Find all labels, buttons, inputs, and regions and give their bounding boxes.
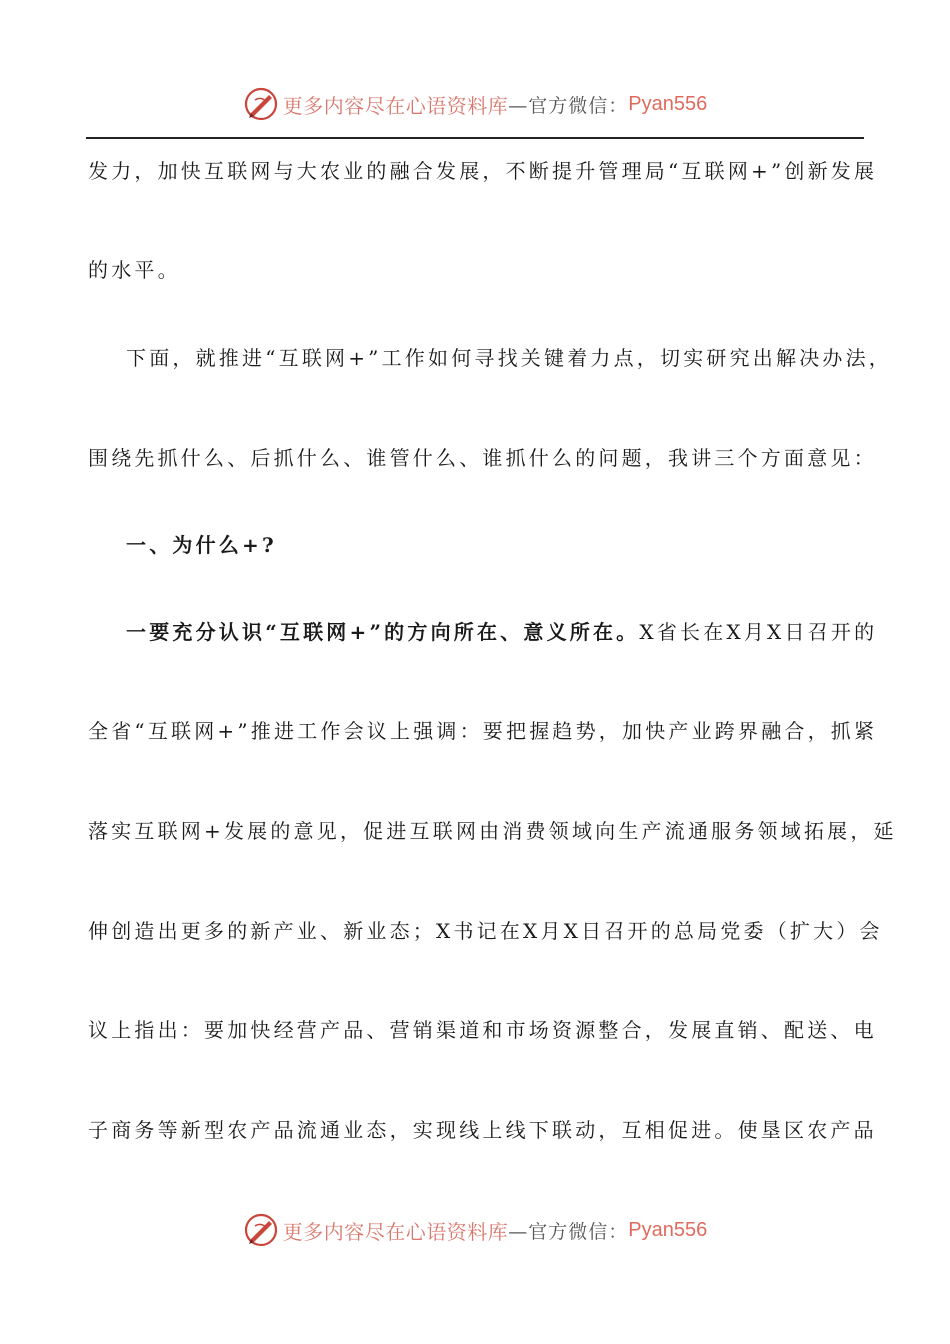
- watermark-wechat-id: Pyan556: [628, 1218, 708, 1241]
- watermark-lead-text: 更多内容尽在心语资料库: [282, 1219, 509, 1244]
- pen-logo-icon: [243, 86, 279, 122]
- body-line-11: 子商务等新型农产品流通业态，实现线上线下联动，互相促进。使垦区农产品: [88, 1118, 877, 1142]
- footer-watermark: [0, 1210, 950, 1250]
- body-line-3: 下面，就推进“互联网+”工作如何寻找关键着力点，切实研究出解决办法，: [126, 346, 893, 370]
- body-line-9: 伸创造出更多的新产业、新业态；X书记在X月X日召开的总局党委（扩大）会: [88, 919, 883, 943]
- bold-lead-sentence: 一要充分认识“互联网+”的方向所在、意义所在。: [126, 620, 640, 644]
- watermark-mid-text: —官方微信：: [508, 94, 629, 117]
- header-divider: [86, 137, 864, 139]
- section-heading: 一、为什么+?: [126, 533, 277, 557]
- lead-sentence-rest: X省长在X月X日召开的: [639, 620, 878, 644]
- body-line-2: 的水平。: [88, 258, 181, 282]
- body-line-4: 围绕先抓什么、后抓什么、谁管什么、谁抓什么的问题，我讲三个方面意见：: [88, 446, 877, 470]
- body-line-10: 议上指出：要加快经营产品、营销渠道和市场资源整合，发展直销、配送、电: [88, 1018, 877, 1042]
- body-line-1: 发力，加快互联网与大农业的融合发展，不断提升管理局“互联网+”创新发展: [88, 159, 878, 183]
- watermark-wechat-id: Pyan556: [628, 92, 708, 115]
- pen-logo-icon: [243, 1212, 279, 1248]
- header-watermark: [0, 84, 950, 124]
- body-line-7: 全省“互联网+”推进工作会议上强调：要把握趋势，加快产业跨界融合，抓紧: [88, 719, 878, 743]
- body-line-6: [126, 619, 916, 645]
- watermark-lead-text: 更多内容尽在心语资料库: [282, 93, 509, 118]
- watermark-mid-text: —官方微信：: [508, 1220, 629, 1243]
- body-line-8: 落实互联网+发展的意见，促进互联网由消费领域向生产流通服务领域拓展，延: [88, 819, 897, 843]
